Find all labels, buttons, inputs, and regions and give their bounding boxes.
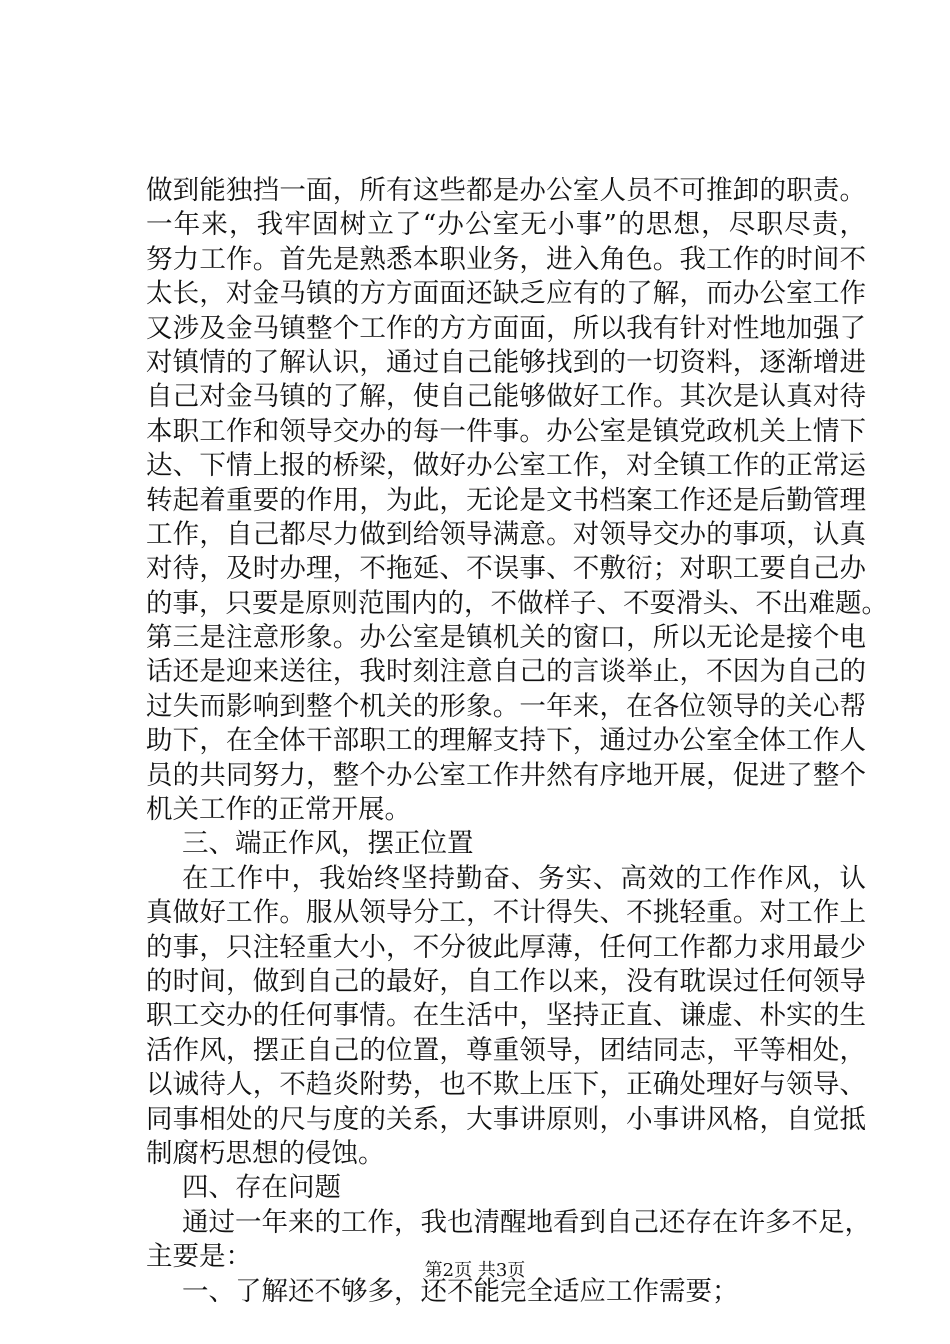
body-text: [146, 174, 888, 1309]
text-line: 通过一年来的工作，我也清醒地看到自己还存在许多不足，: [182, 1206, 871, 1238]
text-line: 同事相处的尺与度的关系，大事讲原则，小事讲风格，自觉抵: [146, 1103, 866, 1135]
text-line: 活作风，摆正自己的位置，尊重领导，团结同志，平等相处，: [146, 1034, 866, 1066]
text-line: 过失而影响到整个机关的形象。一年来，在各位领导的关心帮: [146, 690, 866, 722]
text-line: 主要是：: [146, 1241, 252, 1273]
text-line: 制腐朽思想的侵蚀。: [146, 1137, 385, 1169]
text-line: 工作，自己都尽力做到给领导满意。对领导交办的事项，认真: [146, 518, 866, 550]
text-line: 四、存在问题: [182, 1172, 341, 1204]
text-line: 三、端正作风，摆正位置: [182, 828, 474, 860]
text-line: 太长，对金马镇的方方面面还缺乏应有的了解，而办公室工作: [146, 278, 866, 310]
text-line: 做到能独挡一面，所有这些都是办公室人员不可推卸的职责。: [146, 175, 866, 206]
text-line: 对待，及时办理，不拖延、不误事、不敷衍；对职工要自己办: [146, 553, 866, 585]
text-line: 一、了解还不够多，还不能完全适应工作需要；: [182, 1275, 739, 1307]
text-line: 转起着重要的作用，为此，无论是文书档案工作还是后勤管理: [146, 484, 866, 516]
text-line: 又涉及金马镇整个工作的方方面面，所以我有针对性地加强了: [146, 312, 866, 344]
text-line: 话还是迎来送往，我时刻注意自己的言谈举止，不因为自己的: [146, 656, 866, 688]
text-line: 的事，只要是原则范围内的，不做样子、不耍滑头、不出难题。: [146, 587, 888, 619]
text-line: 职工交办的任何事情。在生活中，坚持正直、谦虚、朴实的生: [146, 1000, 866, 1032]
text-line: 真做好工作。服从领导分工，不计得失、不挑轻重。对工作上: [146, 897, 866, 929]
text-line: 的时间，做到自己的最好，自工作以来，没有耽误过任何领导: [146, 965, 866, 997]
text-line: 对镇情的了解认识，通过自己能够找到的一切资料，逐渐增进: [146, 346, 866, 378]
text-line: 员的共同努力，整个办公室工作井然有序地开展，促进了整个: [146, 759, 866, 791]
text-line: 第三是注意形象。办公室是镇机关的窗口，所以无论是接个电: [146, 622, 866, 654]
text-line: 以诚待人，不趋炎附势，也不欺上压下，正确处理好与领导、: [146, 1069, 866, 1101]
text-line: 达、下情上报的桥梁，做好办公室工作，对全镇工作的正常运: [146, 450, 866, 482]
text-line: 的事，只注轻重大小，不分彼此厚薄，任何工作都力求用最少: [146, 931, 866, 963]
text-line: 助下，在全体干部职工的理解支持下，通过办公室全体工作人: [146, 725, 866, 757]
text-line: 本职工作和领导交办的每一件事。办公室是镇党政机关上情下: [146, 415, 866, 447]
text-line: 努力工作。首先是熟悉本职业务，进入角色。我工作的时间不: [146, 243, 866, 275]
text-line: 一年来，我牢固树立了“办公室无小事”的思想，尽职尽责，: [146, 209, 866, 241]
page-footer: 第2页 共3页: [424, 1260, 526, 1281]
text-line: 机关工作的正常开展。: [146, 794, 411, 826]
text-line: 在工作中，我始终坚持勤奋、务实、高效的工作作风，认: [182, 862, 866, 894]
text-line: 自己对金马镇的了解，使自己能够做好工作。其次是认真对待: [146, 381, 866, 413]
